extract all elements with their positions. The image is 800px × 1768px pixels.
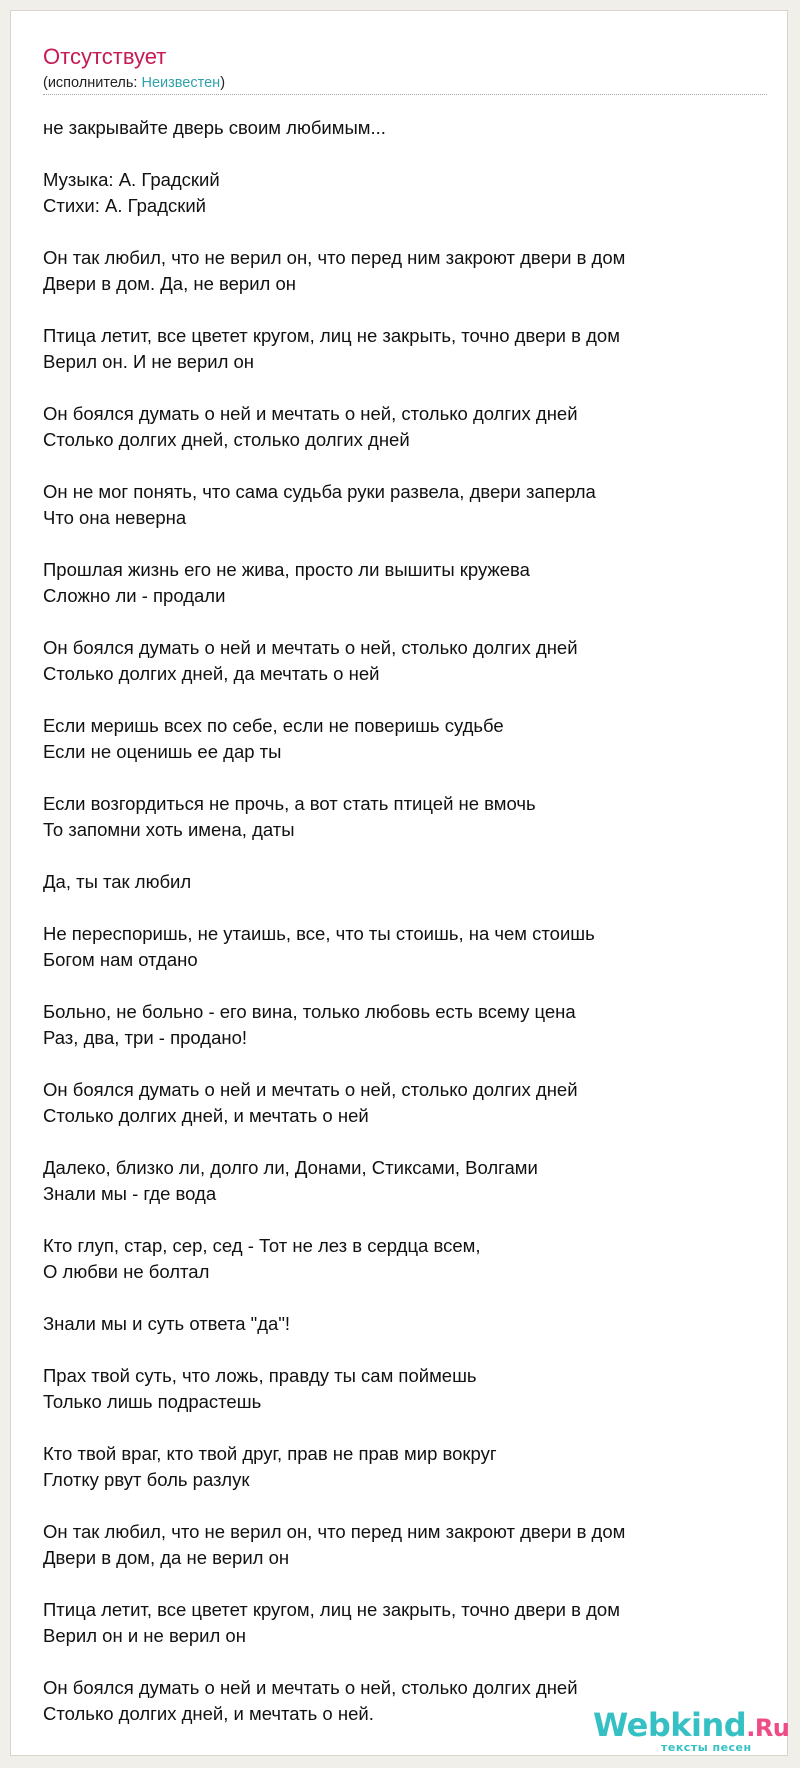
- lyrics-blank-line: [43, 765, 773, 791]
- lyrics-page: [10, 10, 788, 1756]
- lyrics-blank-line: [43, 973, 773, 999]
- lyrics-line: Если не оценишь ее дар ты: [43, 741, 282, 762]
- lyrics-line: Он боялся думать о ней и мечтать о ней, столько долгих дней: [43, 637, 578, 658]
- lyrics-blank-line: [43, 297, 773, 323]
- lyrics-line: Столько долгих дней, да мечтать о ней: [43, 663, 380, 684]
- lyrics-line: Двери в дом. Да, не верил он: [43, 273, 296, 294]
- performer-line: [43, 74, 225, 92]
- logo-tld: .Ru: [746, 1714, 790, 1742]
- lyrics-blank-line: [43, 687, 773, 713]
- lyrics-line: Двери в дом, да не верил он: [43, 1547, 290, 1568]
- lyrics-line: Что она неверна: [43, 507, 187, 528]
- lyrics-line: Если возгордиться не прочь, а вот стать птицей не вмочь: [43, 793, 536, 814]
- lyrics-line: То запомни хоть имена, даты: [43, 819, 295, 840]
- lyrics-line: Кто глуп, стар, сер, сед - Тот не лез в сердца всем,: [43, 1235, 481, 1256]
- lyrics-blank-line: [43, 1207, 773, 1233]
- lyrics-blank-line: [43, 1415, 773, 1441]
- lyrics-line: не закрывайте дверь своим любимым...: [43, 117, 386, 138]
- lyrics-line: Стихи: А. Градский: [43, 195, 207, 216]
- lyrics-blank-line: [43, 1129, 773, 1155]
- lyrics-line: Столько долгих дней, и мечтать о ней.: [43, 1703, 374, 1724]
- lyrics-blank-line: [43, 895, 773, 921]
- lyrics-blank-line: [43, 1285, 773, 1311]
- song-title: Отсутствует: [43, 44, 167, 69]
- lyrics-blank-line: [43, 453, 773, 479]
- lyrics-blank-line: [43, 1571, 773, 1597]
- lyrics-blank-line: [43, 219, 773, 245]
- lyrics-line: Сложно ли - продали: [43, 585, 226, 606]
- lyrics-line: Прошлая жизнь его не жива, просто ли вышиты кружева: [43, 559, 530, 580]
- lyrics-line: Столько долгих дней, и мечтать о ней: [43, 1105, 369, 1126]
- lyrics-line: Столько долгих дней, столько долгих дней: [43, 429, 410, 450]
- lyrics-line: Глотку рвут боль разлук: [43, 1469, 250, 1490]
- lyrics-line: Да, ты так любил: [43, 871, 192, 892]
- lyrics-blank-line: [43, 1337, 773, 1363]
- lyrics-line: Богом нам отдано: [43, 949, 198, 970]
- lyrics-blank-line: [43, 141, 773, 167]
- performer-link[interactable]: Неизвестен: [141, 75, 221, 91]
- lyrics-blank-line: [43, 1649, 773, 1675]
- lyrics-line: Раз, два, три - продано!: [43, 1027, 248, 1048]
- lyrics-line: Он боялся думать о ней и мечтать о ней, столько долгих дней: [43, 403, 578, 424]
- lyrics-line: Знали мы - где вода: [43, 1183, 217, 1204]
- lyrics-line: О любви не болтал: [43, 1261, 210, 1282]
- lyrics-line: Он боялся думать о ней и мечтать о ней, столько долгих дней: [43, 1677, 578, 1698]
- lyrics-blank-line: [43, 609, 773, 635]
- lyrics-line: Кто твой враг, кто твой друг, прав не прав мир вокруг: [43, 1443, 497, 1464]
- lyrics-line: Он боялся думать о ней и мечтать о ней, столько долгих дней: [43, 1079, 578, 1100]
- lyrics-line: Если меришь всех по себе, если не поверишь судьбе: [43, 715, 504, 736]
- lyrics-line: Далеко, близко ли, долго ли, Донами, Стиксами, Волгами: [43, 1157, 538, 1178]
- performer-prefix: (исполнитель:: [43, 75, 142, 91]
- lyrics-blank-line: [43, 1493, 773, 1519]
- lyrics-blank-line: [43, 1051, 773, 1077]
- lyrics-line: Верил он. И не верил он: [43, 351, 255, 372]
- logo-brand: Webkind: [593, 1706, 747, 1744]
- lyrics-line: Музыка: А. Градский: [43, 169, 220, 190]
- lyrics-line: Он не мог понять, что сама судьба руки развела, двери заперла: [43, 481, 596, 502]
- lyrics-text: [43, 115, 773, 1727]
- lyrics-blank-line: [43, 531, 773, 557]
- lyrics-blank-line: [43, 375, 773, 401]
- performer-suffix: ): [220, 75, 226, 91]
- lyrics-line: Верил он и не верил он: [43, 1625, 246, 1646]
- lyrics-line: Только лишь подрастешь: [43, 1391, 262, 1412]
- lyrics-blank-line: [43, 843, 773, 869]
- lyrics-line: Больно, не больно - его вина, только любовь есть всему цена: [43, 1001, 576, 1022]
- lyrics-line: Он так любил, что не верил он, что перед ним закроют двери в дом: [43, 1521, 626, 1542]
- lyrics-line: Птица летит, все цветет кругом, лиц не закрыть, точно двери в дом: [43, 325, 620, 346]
- lyrics-line: Птица летит, все цветет кругом, лиц не закрыть, точно двери в дом: [43, 1599, 620, 1620]
- lyrics-line: Не переспоришь, не утаишь, все, что ты стоишь, на чем стоишь: [43, 923, 595, 944]
- lyrics-line: Знали мы и суть ответа "да"!: [43, 1313, 291, 1334]
- webkind-logo[interactable]: [593, 1707, 789, 1755]
- lyrics-line: Прах твой суть, что ложь, правду ты сам поймешь: [43, 1365, 477, 1386]
- logo-tagline: тексты песен: [661, 1741, 752, 1754]
- lyrics-line: Он так любил, что не верил он, что перед ним закроют двери в дом: [43, 247, 626, 268]
- title-divider: [43, 94, 767, 95]
